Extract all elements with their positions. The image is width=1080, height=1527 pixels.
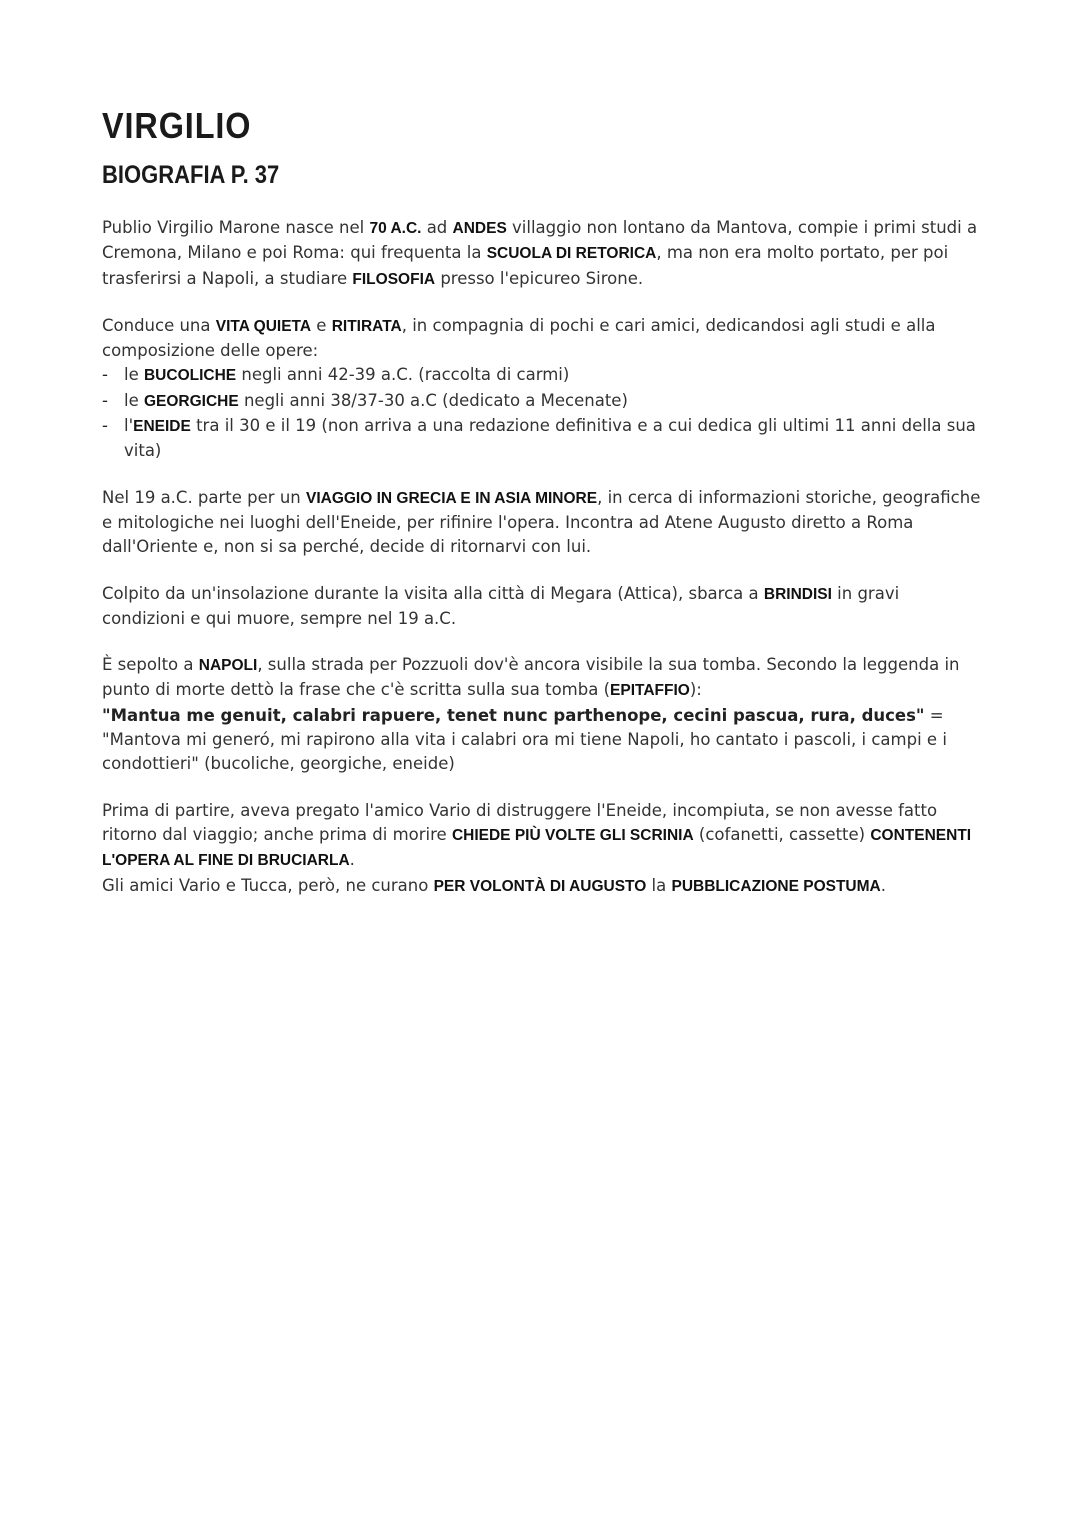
bold-term: 70 A.C. <box>369 220 422 237</box>
bold-term: GEORGICHE <box>143 392 239 410</box>
list-item-bucoliche <box>102 363 982 388</box>
text: l' <box>124 416 134 436</box>
text: , in compagnia di pochi e cari amici, dedicandosi agli studi e alla composizione delle opere: <box>102 315 936 361</box>
text: Nel 19 a.C. parte per un <box>102 487 306 507</box>
page-subtitle: BIOGRAFIA P. 37 <box>102 161 280 189</box>
bold-term: CHIEDE PIÙ VOLTE GLI SCRINIA <box>451 826 694 844</box>
text: Conduce una <box>102 315 216 335</box>
text: le <box>124 390 144 410</box>
document-page <box>102 104 982 899</box>
text: villaggio non lontano da Mantova, compie i primi studi a Cremona, Milano e poi Roma: qui frequenta la <box>102 218 978 263</box>
text: Colpito da un'insolazione durante la visita alla città di Megara (Attica), sbarca a <box>102 583 764 603</box>
text: = "Mantova mi generó, mi rapirono alla vita i calabri ora mi tiene Napoli, ho cantato i pascoli, i campi e i condottieri" (bucoliche, georgiche, eneide) <box>102 705 947 774</box>
bold-term: BRINDISI <box>763 585 832 603</box>
list-item-georgiche <box>102 389 982 414</box>
paragraph-birth-studies <box>102 216 982 292</box>
bold-term: BUCOLICHE <box>143 367 237 385</box>
bold-term: SCUOLA DI RETORICA <box>486 245 657 263</box>
list-dash: - <box>102 390 108 410</box>
text: . <box>349 850 355 870</box>
text: , ma non era molto portato, per poi trasferirsi a Napoli, a studiare <box>102 243 949 288</box>
bold-term: VIAGGIO IN GRECIA E IN ASIA MINORE <box>305 489 598 507</box>
list-dash: - <box>102 365 108 385</box>
works-list <box>102 363 982 463</box>
text: le <box>124 365 144 385</box>
bold-term: ANDES <box>452 220 507 237</box>
bold-term: FILOSOFIA <box>352 270 436 288</box>
paragraph-tomb-epitaph <box>102 653 982 776</box>
text: e <box>311 315 332 335</box>
text: in gravi condizioni e qui muore, sempre nel 19 a.C. <box>102 583 900 628</box>
bold-term: EPITAFFIO <box>610 682 690 700</box>
paragraph-life-works <box>102 314 982 364</box>
text: , sulla strada per Pozzuoli dov'è ancora visibile la sua tomba. Secondo la leggenda in punto di morte dettò la frase che c'è scritta sulla sua tomba ( <box>102 655 960 700</box>
latin-epitaph: "Mantua me genuit, calabri rapuere, tenet nunc parthenope, cecini pascua, rura, duces" <box>102 705 925 725</box>
bold-term: CONTENENTI L'OPERA AL FINE DI BRUCIARLA <box>102 826 972 870</box>
list-dash: - <box>102 416 108 436</box>
page-title: VIRGILIO <box>102 105 252 146</box>
paragraph-last-wishes <box>102 799 982 874</box>
list-item-eneide <box>102 414 982 464</box>
bold-term: PER VOLONTÀ DI AUGUSTO <box>433 877 647 895</box>
text: Prima di partire, aveva pregato l'amico Vario di distruggere l'Eneide, incompiuta, se non avesse fatto ritorno dal viaggio; anche prima di morire <box>102 800 938 844</box>
paragraph-journey <box>102 486 982 560</box>
text: negli anni 38/37-30 a.C (dedicato a Mecenate) <box>238 390 628 410</box>
text: negli anni 42-39 a.C. (raccolta di carmi) <box>236 365 570 385</box>
text: Publio Virgilio Marone nasce nel <box>102 218 370 237</box>
text: Gli amici Vario e Tucca, però, ne curano <box>102 875 434 895</box>
text: la <box>646 875 672 895</box>
bold-term: VITA QUIETA <box>215 317 312 335</box>
text: (cofanetti, cassette) <box>693 824 871 844</box>
bold-term: NAPOLI <box>198 657 258 675</box>
text: . <box>880 875 886 895</box>
bold-term: ENEIDE <box>133 418 191 436</box>
bold-term: RITIRATA <box>331 317 402 335</box>
bold-term: PUBBLICAZIONE POSTUMA <box>671 877 881 895</box>
text: tra il 30 e il 19 (non arriva a una redazione definitiva e a cui dedica gli ultimi 11 anni della sua vita) <box>124 416 976 461</box>
text: presso l'epicureo Sirone. <box>435 268 644 288</box>
paragraph-publication <box>102 874 982 899</box>
text: ad <box>421 218 453 237</box>
text: ): <box>689 680 702 700</box>
text: , in cerca di informazioni storiche, geografiche e mitologiche nei luoghi dell'Eneide, per rifinire l'opera. Incontra ad Atene Augusto diretto a Roma dall'Oriente e, non si sa perché, decide di ritornarvi con lui. <box>102 487 981 557</box>
paragraph-death <box>102 582 982 632</box>
text: È sepolto a <box>102 655 199 675</box>
